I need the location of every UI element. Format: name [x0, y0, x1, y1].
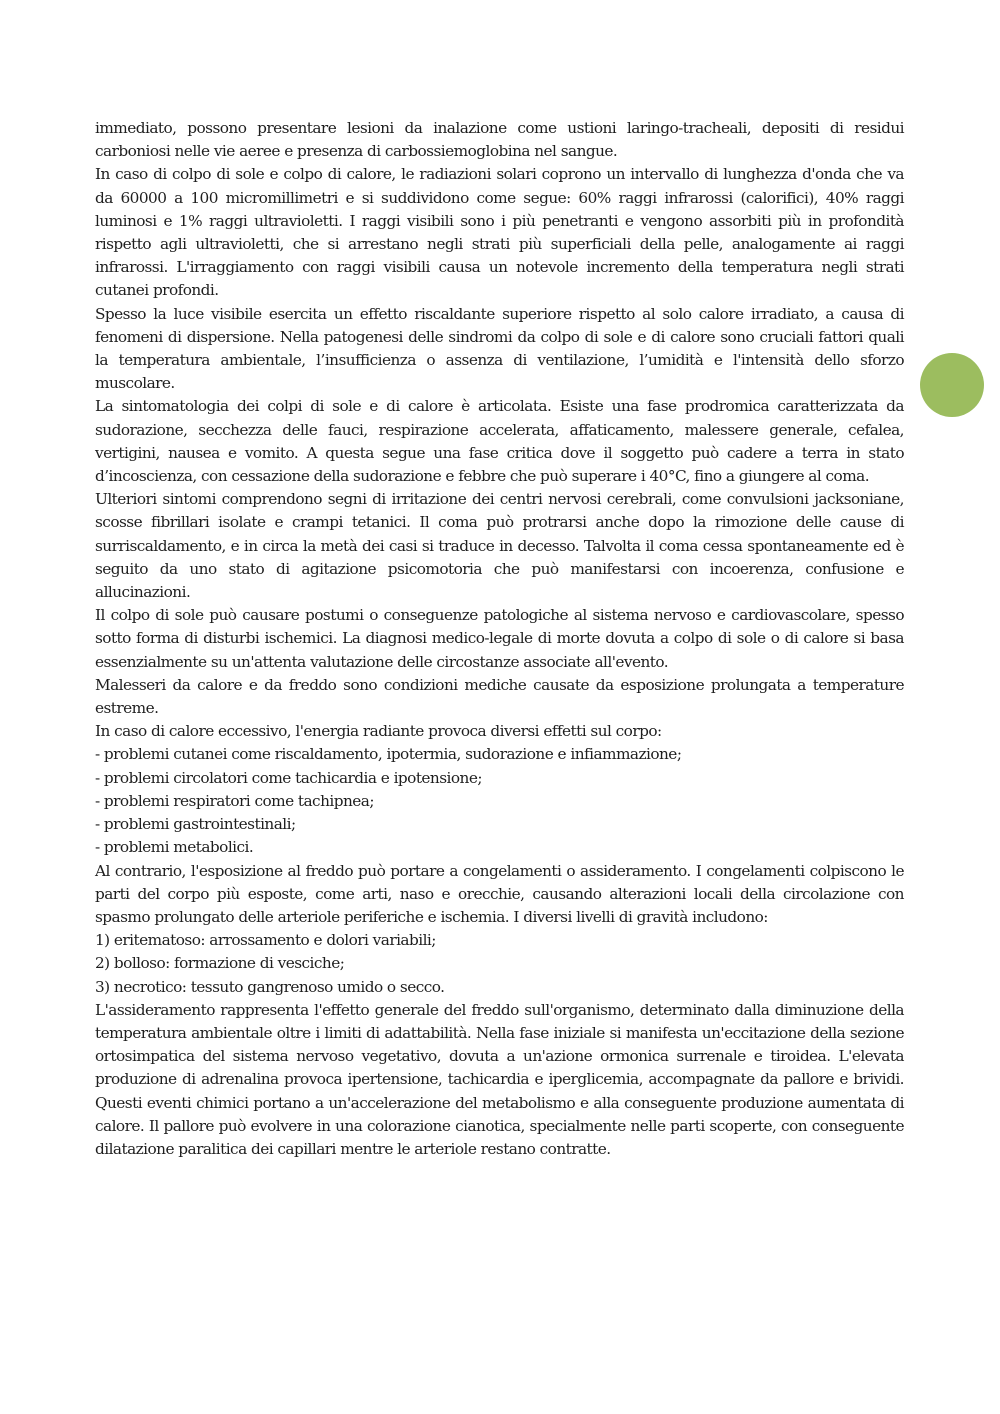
list-item: - problemi circolatori come tachicardia e ipotensione; — [95, 768, 482, 787]
list-item: 3) necrotico: tessuto gangrenoso umido o secco. — [95, 977, 445, 996]
list-item: - problemi cutanei come riscaldamento, ipotermia, sudorazione e infiammazione; — [95, 745, 682, 764]
paragraph: In caso di colpo di sole e colpo di calore, le radiazioni solari coprono un intervallo di lunghezza d'onda che va da 60000 a 100 micromillimetri e si suddividono come segue: 60% raggi infrarossi (calorifici), 40% raggi luminosi e 1% raggi ultravioletti. I raggi visibili sono i più penetranti e vengono assorbiti più in profondità rispetto agli ultravioletti, che si arrestano negli strati più superficiali della pelle, analogamente ai raggi infrarossi. L'irraggiamento con raggi visibili causa un notevole incremento della temperatura negli strati cutanei profondi. — [95, 165, 904, 300]
list-item: - problemi gastrointestinali; — [95, 815, 296, 834]
paragraph: In caso di calore eccessivo, l'energia radiante provoca diversi effetti sul corpo: — [95, 722, 662, 741]
paragraph: immediato, possono presentare lesioni da inalazione come ustioni laringo-tracheali, depositi di residui carboniosi nelle vie aeree e presenza di carbossiemoglobina nel sangue. — [95, 119, 904, 161]
paragraph: Spesso la luce visibile esercita un effetto riscaldante superiore rispetto al solo calore irradiato, a causa di fenomeni di dispersione. Nella patogenesi delle sindromi da colpo di sole e di calore sono cruciali fattori quali la temperatura ambientale, l’insufficienza o assenza di ventilazione, l’umidità e l'intensità dello sforzo muscolare. — [95, 304, 904, 393]
paragraph: L'assideramento rappresenta l'effetto generale del freddo sull'organismo, determinato dalla diminuzione della temperatura ambientale oltre i limiti di adattabilità. Nella fase iniziale si manifesta un'eccitazione della sezione ortosimpatica del sistema nervoso vegetativo, dovuta a un'azione ormonica surrenale e tiroidea. L'elevata produzione di adrenalina provoca ipertensione, tachicardia e iperglicemia, accompagnate da pallore e brividi. Questi eventi chimici portano a un'accelerazione del metabolismo e alla conseguente produzione aumentata di calore. Il pallore può evolvere in una colorazione cianotica, specialmente nelle parti scoperte, con conseguente dilatazione paralitica dei capillari mentre le arteriole restano contratte. — [95, 1000, 904, 1158]
paragraph: Malesseri da calore e da freddo sono condizioni mediche causate da esposizione prolungata a temperature estreme. — [95, 675, 904, 718]
page-tab-marker — [920, 353, 984, 417]
body-text — [95, 117, 904, 1161]
paragraph: Al contrario, l'esposizione al freddo può portare a congelamenti o assideramento. I congelamenti colpiscono le parti del corpo più esposte, come arti, naso e orecchie, causando alterazioni locali della circolazione con spasmo prolungato delle arteriole periferiche e ischemia. I diversi livelli di gravità includono: — [95, 861, 904, 926]
paragraph: Ulteriori sintomi comprendono segni di irritazione dei centri nervosi cerebrali, come convulsioni jacksoniane, scosse fibrillari isolate e crampi tetanici. Il coma può protrarsi anche dopo la rimozione delle cause di surriscaldamento, e in circa la metà dei casi si traduce in decesso. Talvolta il coma cessa spontaneamente ed è seguito da uno stato di agitazione psicomotoria che può manifestarsi con incoerenza, confusione e allucinazioni. — [95, 490, 904, 602]
paragraph: Il colpo di sole può causare postumi o conseguenze patologiche al sistema nervoso e cardiovascolare, spesso sotto forma di disturbi ischemici. La diagnosi medico-legale di morte dovuta a colpo di sole o di calore si basa essenzialmente su un'attenta valutazione delle circostanze associate all'evento. — [95, 606, 904, 671]
paragraph: La sintomatologia dei colpi di sole e di calore è articolata. Esiste una fase prodromica caratterizzata da sudorazione, secchezza delle fauci, respirazione accelerata, affaticamento, malessere generale, cefalea, vertigini, nausea e vomito. A questa segue una fase critica dove il soggetto può cadere a terra in stato d’incoscienza, con cessazione della sudorazione e febbre che può superare i 40°C, fino a giungere al coma. — [95, 397, 904, 486]
list-item: 1) eritematoso: arrossamento e dolori variabili; — [95, 931, 436, 950]
list-item: 2) bolloso: formazione di vesciche; — [95, 954, 345, 973]
list-item: - problemi respiratori come tachipnea; — [95, 791, 374, 810]
list-item: - problemi metabolici. — [95, 838, 254, 857]
